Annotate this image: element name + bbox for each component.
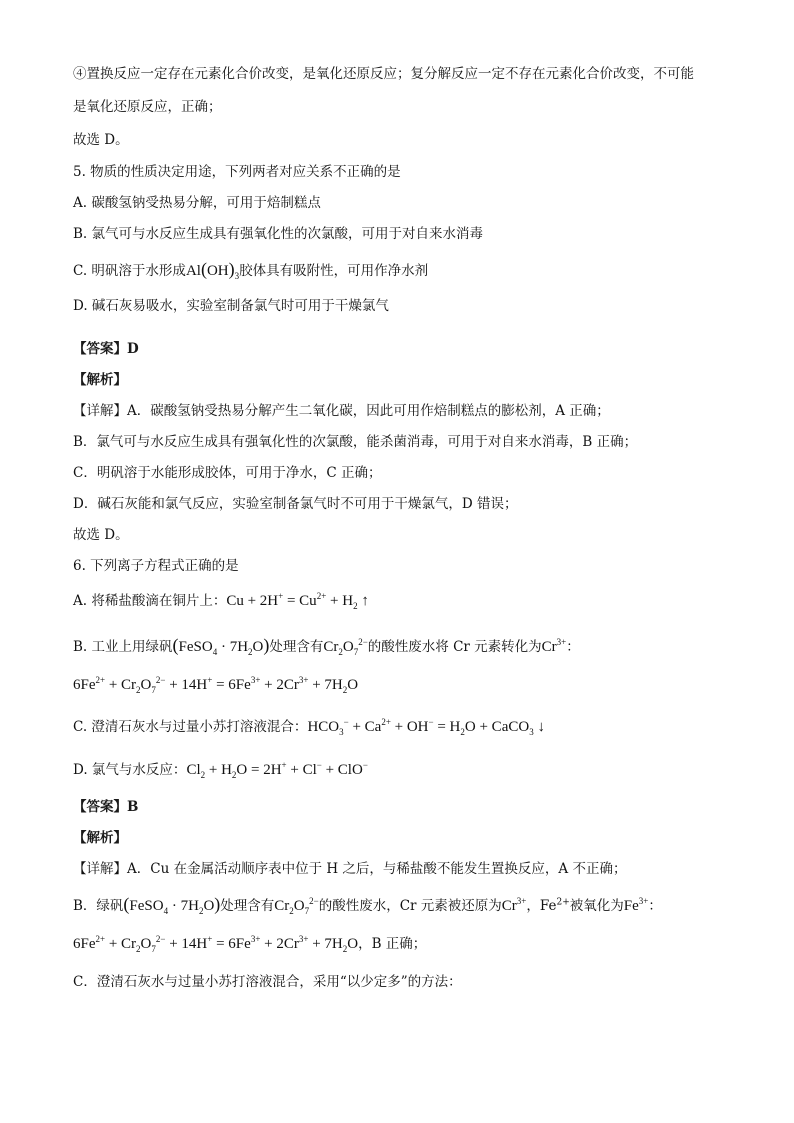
option-b: B. 氯气可与水反应生成具有强氧化性的次氯酸，可用于对自来水消毒 xyxy=(73,226,484,242)
q6-option-b-text-mid: 处理含有 xyxy=(269,639,324,655)
explanation-6b-text-oxidized: 被氧化为 xyxy=(569,898,624,914)
text-line: ④置换反应一定存在元素化合价改变，是氧化还原反应；复分解反应一定不存在元素化合价改变，不可能 xyxy=(73,66,694,82)
question-6-stem: 6. 下列离子方程式正确的是 xyxy=(73,558,239,574)
formula-aloh3: $Al(OH)_3$ xyxy=(185,259,240,281)
q6-option-b xyxy=(73,635,580,657)
explanation-6b-text-mid: 处理含有 xyxy=(220,898,275,914)
explanation-c: C．明矾溶于水能形成胶体，可用于净水，C 正确； xyxy=(73,465,382,481)
explanation-6b-text-fe: ，Fe xyxy=(526,898,557,914)
option-c-text-end: 胶体具有吸附性，可用作净水剂 xyxy=(239,263,429,279)
option-a: A. 碳酸氢钠受热易分解，可用于焙制糕点 xyxy=(73,195,321,211)
q6-option-a-text: A. 将稀盐酸滴在铜片上： xyxy=(73,593,227,609)
analysis-label: 【解析】 xyxy=(73,830,127,846)
option-c-text: C. 明矾溶于水形成 xyxy=(73,263,186,279)
q6-option-d-text: D. 氯气与水反应： xyxy=(73,762,187,778)
question-5-stem: 5. 物质的性质决定用途，下列两者对应关系不正确的是 xyxy=(73,164,401,180)
explanation-6c: C．澄清石灰水与过量小苏打溶液混合，采用“以少定多”的方法： xyxy=(73,974,462,990)
text-line: 是氧化还原反应，正确； xyxy=(73,99,222,115)
equation-b: $6Fe^{2+} + Cr_2O_7^{2-} + 14H^+ = 6Fe^{3+} + 2Cr^{3+} + 7H_2O$ xyxy=(73,675,359,695)
formula-cr3: $Cr^{3+}$ xyxy=(541,637,567,655)
q6-option-a xyxy=(73,591,369,611)
explanation-d: D．碱石灰能和氯气反应，实验室制备氯气时不可用于干燥氯气，D 错误； xyxy=(73,496,518,512)
analysis-label: 【解析】 xyxy=(73,372,127,388)
explanation-6a: 【详解】A．Cu 在金属活动顺序表中位于 H 之后，与稀盐酸不能发生置换反应，A 不正确； xyxy=(73,861,627,877)
option-d: D. 碱石灰易吸水，实验室制备氯气时可用于干燥氯气 xyxy=(73,298,389,314)
explanation-6b-tail: ，B 正确； xyxy=(358,936,427,952)
q6-option-c xyxy=(73,717,545,737)
explanation-6b-equation xyxy=(73,934,426,954)
formula-dichromate: $Cr_2O_7^{2-}$ xyxy=(323,637,368,657)
explanation-6b-text-after: 的酸性废水，Cr 元素被还原为 xyxy=(318,898,502,914)
text-line: 故选 D。 xyxy=(73,527,129,543)
explanation-b: B．氯气可与水反应生成具有强氧化性的次氯酸，能杀菌消毒，可用于对自来水消毒，B 正确； xyxy=(73,434,638,450)
formula-green-vitriol: (FeSO$_4$ · $7H_2O$) xyxy=(123,894,221,916)
q6-option-b-text: B. 工业上用绿矾 xyxy=(73,639,173,655)
answer-label: 【答案】D xyxy=(73,341,139,357)
equation-d: $Cl_2 + H_2O = 2H^+ + Cl^- + ClO^-$ xyxy=(186,760,368,780)
explanation-a: 【详解】A．碳酸氢钠受热易分解产生二氧化碳，因此可用作焙制糕点的膨松剂，A 正确； xyxy=(73,403,610,419)
q6-option-d xyxy=(73,760,368,780)
equation-a: $Cu + 2H^+ = Cu^{2+} + H_2$ ↑ xyxy=(226,591,369,611)
equation-c: $HCO_3^- + Ca^{2+} + OH^- = H_2O$ + CaCO$_3$ ↓ xyxy=(307,717,545,737)
formula-fe3: $Fe^{3+}$ xyxy=(623,896,649,914)
option-c xyxy=(73,259,428,281)
q6-option-b-text-end: ： xyxy=(566,639,580,655)
q6-option-c-text: C. 澄清石灰水与过量小苏打溶液混合： xyxy=(73,719,308,735)
explanation-6b-text: B．绿矾 xyxy=(73,898,124,914)
formula-dichromate: $Cr_2O_7^{2-}$ xyxy=(274,896,319,916)
q6-option-b-text-after: 的酸性废水将 Cr 元素转化为 xyxy=(367,639,542,655)
text-line: 故选 D。 xyxy=(73,132,129,148)
formula-green-vitriol: (FeSO$_4$ · $7H_2O$) xyxy=(172,635,270,657)
explanation-6b-text-end: ： xyxy=(648,898,662,914)
answer-label: 【答案】B xyxy=(73,799,139,815)
formula-cr3: $Cr^{3+}$ xyxy=(501,896,527,914)
equation-b-explanation: $6Fe^{2+} + Cr_2O_7^{2-} + 14H^+ = 6Fe^{3+} + 2Cr^{3+} + 7H_2O$ xyxy=(73,934,359,954)
explanation-6b: B．绿矾(FeSO$_4$ · $7H_2O$)处理含有$Cr_2O_7^{2-}$的酸性废水，Cr 元素被还原为$Cr^{3+}$，$Fe^{2+}$被氧化为$Fe^{3+}$： xyxy=(73,894,662,916)
